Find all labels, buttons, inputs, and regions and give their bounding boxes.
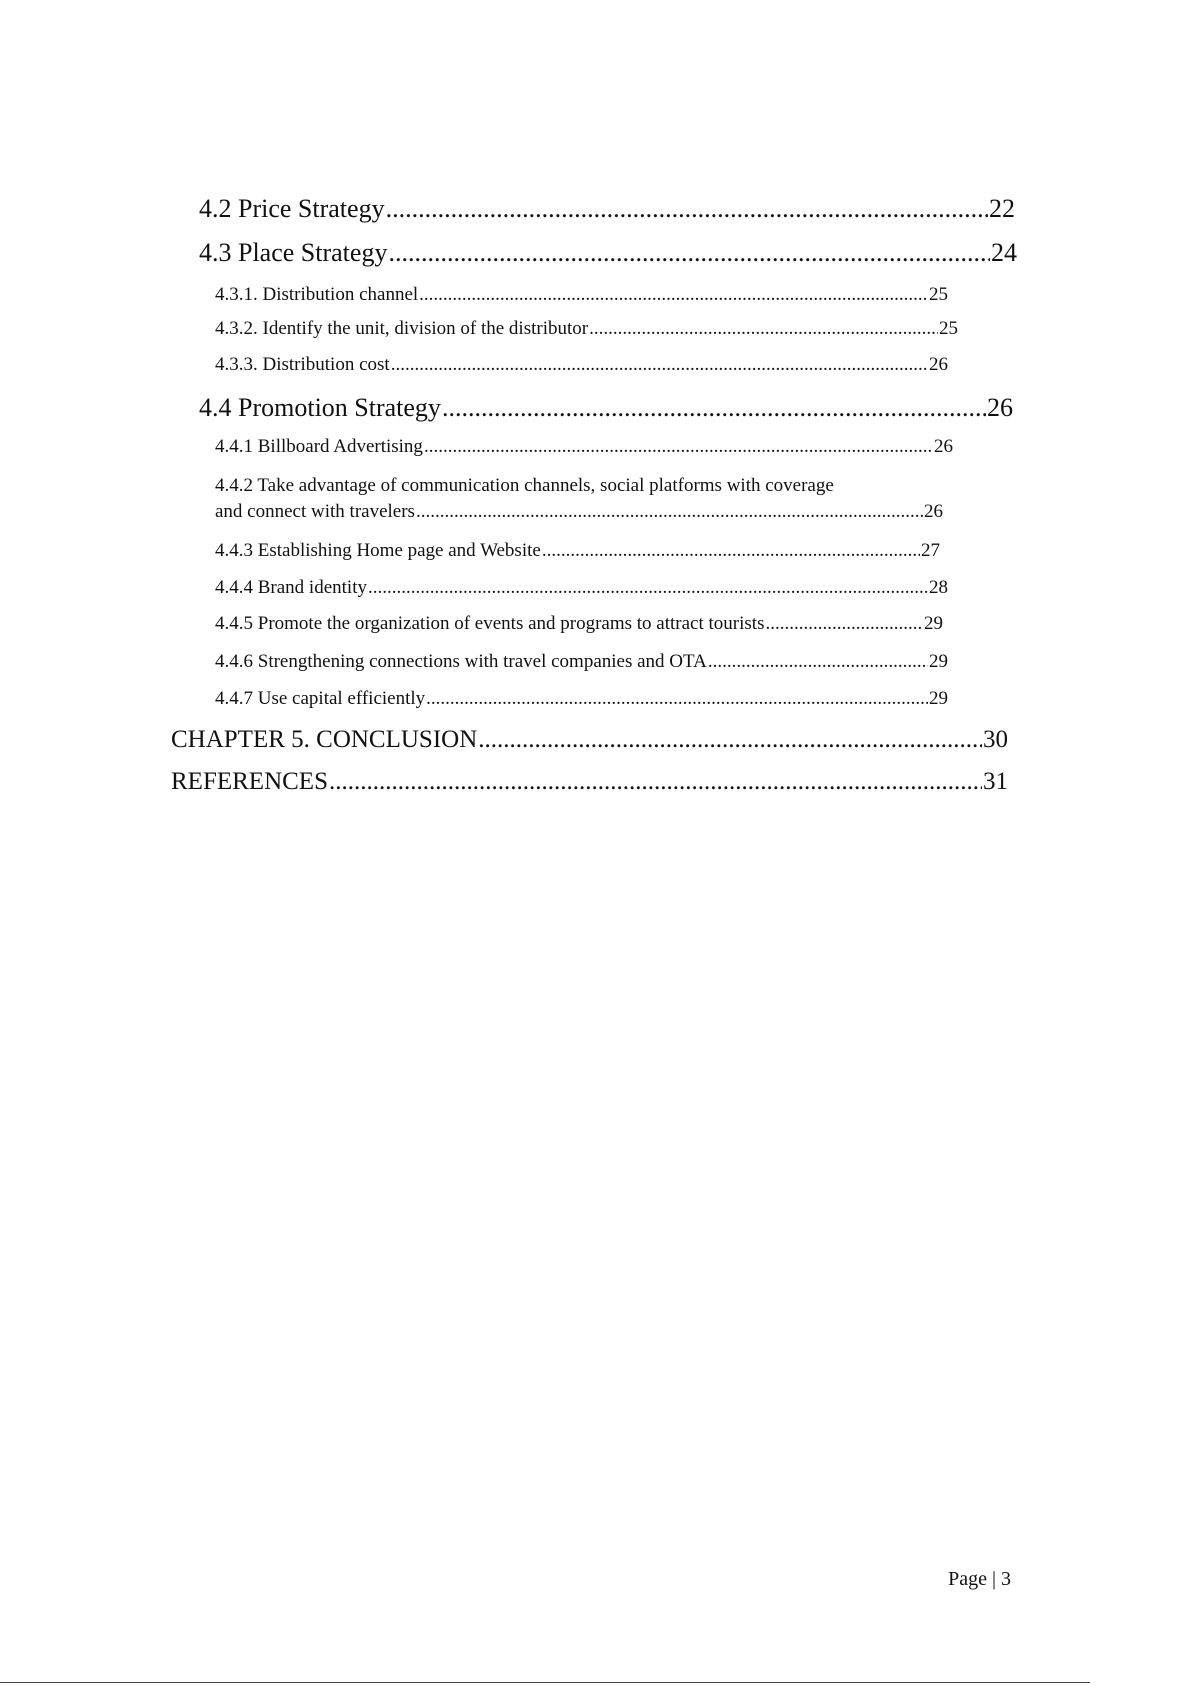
toc-entry-title: 4.3.1. Distribution channel — [215, 284, 419, 305]
toc-entry-promote-events[interactable] — [215, 613, 943, 635]
toc-entry-page: 27 — [921, 540, 940, 561]
toc-entry-title: 4.3.3. Distribution cost — [215, 354, 390, 375]
toc-entry-title: 4.3.2. Identify the unit, division of the distributor — [215, 318, 589, 339]
toc-leader-dots — [368, 577, 928, 599]
toc-entry-brand-identity[interactable] — [215, 577, 948, 599]
toc-entry-title-line2: and connect with travelers — [215, 501, 415, 522]
toc-leader-dots — [765, 613, 923, 635]
toc-leader-dots — [542, 540, 920, 562]
toc-entry-title: 4.4.1 Billboard Advertising — [215, 436, 423, 457]
toc-entry-page: 22 — [989, 194, 1015, 223]
toc-leader-dots — [386, 194, 988, 224]
toc-entry-distribution-cost[interactable] — [215, 354, 948, 376]
toc-leader-dots — [419, 284, 928, 306]
toc-entry-identify-unit[interactable] — [215, 318, 958, 340]
toc-entry-page: 29 — [924, 613, 943, 634]
toc-entry-page: 29 — [929, 651, 948, 672]
toc-leader-dots — [708, 651, 928, 673]
toc-entry-chapter-5-conclusion[interactable] — [171, 726, 1008, 754]
toc-entry-page: 25 — [929, 284, 948, 305]
toc-entry-title: 4.4.4 Brand identity — [215, 577, 367, 598]
toc-entry-title: CHAPTER 5. CONCLUSION — [171, 726, 478, 753]
toc-entry-title: 4.4.5 Promote the organization of events and programs to attract tourists — [215, 613, 765, 634]
toc-entry-page: 26 — [929, 354, 948, 375]
toc-entry-use-capital[interactable] — [215, 688, 948, 710]
toc-entry-title-line1: 4.4.2 Take advantage of communication channels, social platforms with coverage — [215, 475, 834, 496]
bottom-divider — [0, 1682, 1090, 1683]
toc-entry-references[interactable] — [171, 768, 1008, 796]
toc-entry-title-line2-row — [215, 499, 943, 525]
toc-entry-page: 30 — [983, 726, 1008, 753]
toc-entry-page: 24 — [991, 238, 1017, 267]
toc-entry-page: 26 — [924, 501, 943, 522]
toc-entry-price-strategy[interactable] — [199, 194, 1015, 224]
toc-entry-communication-channels[interactable] — [215, 473, 945, 525]
toc-entry-title: 4.2 Price Strategy — [199, 194, 385, 223]
toc-leader-dots — [391, 354, 928, 376]
toc-entry-title: 4.4.6 Strengthening connections with travel companies and OTA — [215, 651, 707, 672]
toc-leader-dots — [388, 238, 990, 268]
page-number-footer: Page | 3 — [948, 1568, 1011, 1590]
toc-entry-billboard-advertising[interactable] — [215, 436, 953, 458]
toc-leader-dots — [426, 688, 928, 710]
toc-leader-dots — [416, 499, 923, 525]
toc-entry-page: 29 — [929, 688, 948, 709]
toc-entry-page: 28 — [929, 577, 948, 598]
toc-entry-title: 4.3 Place Strategy — [199, 238, 388, 267]
toc-entry-title: REFERENCES — [171, 768, 328, 795]
toc-entry-travel-companies-ota[interactable] — [215, 651, 948, 673]
toc-leader-dots — [329, 768, 982, 796]
toc-leader-dots — [478, 726, 982, 754]
toc-entry-page: 26 — [987, 393, 1013, 422]
toc-entry-home-page-website[interactable] — [215, 540, 940, 562]
toc-entry-distribution-channel[interactable] — [215, 284, 948, 306]
toc-entry-title: 4.4 Promotion Strategy — [199, 393, 441, 422]
toc-entry-title: 4.4.3 Establishing Home page and Website — [215, 540, 541, 561]
toc-leader-dots — [589, 318, 938, 340]
toc-entry-page: 25 — [939, 318, 958, 339]
toc-entry-promotion-strategy[interactable] — [199, 393, 1013, 423]
toc-entry-place-strategy[interactable] — [199, 238, 1017, 268]
toc-entry-title: 4.4.7 Use capital efficiently — [215, 688, 426, 709]
toc-entry-page: 26 — [934, 436, 953, 457]
toc-entry-page: 31 — [983, 768, 1008, 795]
toc-leader-dots — [442, 393, 986, 423]
toc-leader-dots — [424, 436, 933, 458]
